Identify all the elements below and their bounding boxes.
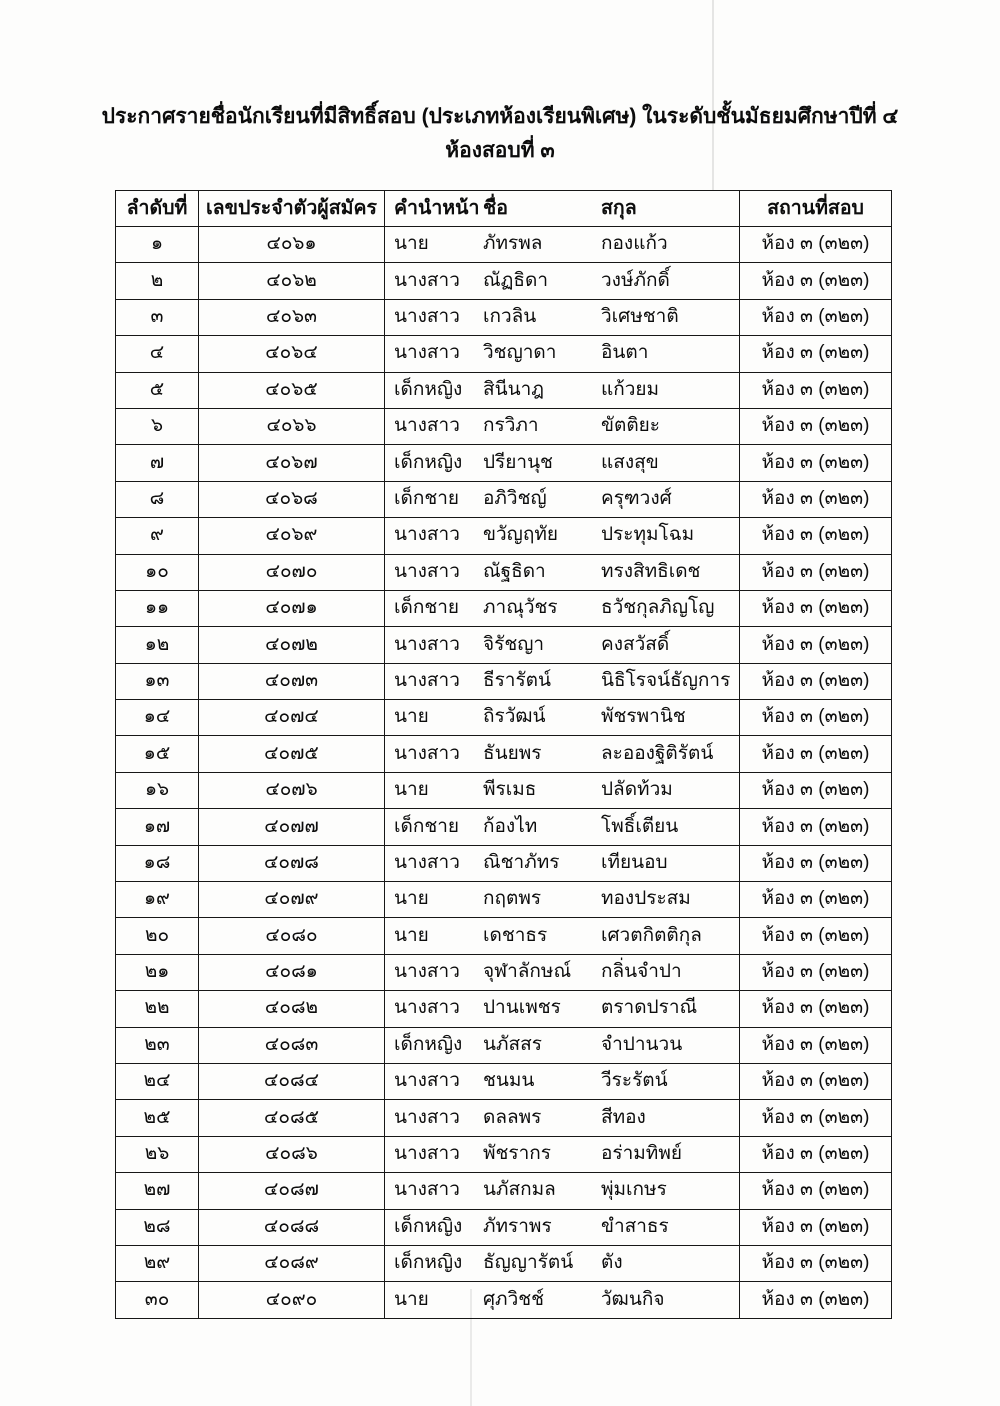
cell-exam-location: ห้อง ๓ (๓๒๓): [740, 590, 892, 626]
cell-exam-location: ห้อง ๓ (๓๒๓): [740, 1282, 892, 1318]
student-row: [116, 700, 892, 736]
cell-last-name: เศวตกิตติกุล: [601, 924, 702, 946]
cell-applicant-id: ๔๐๗๔: [199, 700, 385, 736]
cell-name-group: [385, 481, 740, 517]
cell-name-flex: [385, 744, 739, 765]
cell-name-flex: [385, 1071, 739, 1092]
cell-prefix: นาย: [394, 233, 429, 255]
cell-applicant-id: ๔๐๘๕: [199, 1100, 385, 1136]
cell-order: ๑๐: [116, 554, 199, 590]
cell-first-name: เดชาธร: [483, 924, 548, 946]
cell-exam-location: ห้อง ๓ (๓๒๓): [740, 736, 892, 772]
cell-name-group: [385, 663, 740, 699]
cell-last-name: เทียนอบ: [601, 851, 668, 873]
cell-prefix: นางสาว: [394, 1106, 460, 1128]
cell-exam-location: ห้อง ๓ (๓๒๓): [740, 845, 892, 881]
cell-prefix: นางสาว: [394, 269, 460, 291]
cell-last-name: วิเศษชาติ: [601, 306, 679, 328]
student-row: [116, 227, 892, 263]
cell-name-flex: [385, 271, 739, 292]
cell-first-name: ภัทราพร: [483, 1215, 552, 1237]
student-row: [116, 1063, 892, 1099]
cell-first-name: ดลลพร: [483, 1106, 542, 1128]
cell-prefix: เด็กหญิง: [394, 451, 463, 473]
cell-applicant-id: ๔๐๗๑: [199, 590, 385, 626]
cell-name-flex: [385, 1035, 739, 1056]
cell-exam-location: ห้อง ๓ (๓๒๓): [740, 518, 892, 554]
cell-prefix: นางสาว: [394, 415, 460, 437]
cell-prefix: เด็กชาย: [394, 815, 460, 837]
cell-name-group: [385, 918, 740, 954]
student-row: [116, 372, 892, 408]
cell-exam-location: ห้อง ๓ (๓๒๓): [740, 772, 892, 808]
cell-first-name: ก้องไท: [483, 815, 538, 837]
cell-applicant-id: ๔๐๖๕: [199, 372, 385, 408]
cell-exam-location: ห้อง ๓ (๓๒๓): [740, 227, 892, 263]
cell-prefix: นางสาว: [394, 1179, 460, 1201]
cell-exam-location: ห้อง ๓ (๓๒๓): [740, 1136, 892, 1172]
cell-name-flex: [385, 1108, 739, 1129]
cell-last-name: นิธิโรจน์ธัญการ: [601, 669, 731, 691]
cell-prefix: นางสาว: [394, 560, 460, 582]
cell-exam-location: ห้อง ๓ (๓๒๓): [740, 954, 892, 990]
cell-last-name: ตราดปราณี: [601, 997, 698, 1019]
cell-first-name: กฤตพร: [483, 888, 542, 910]
cell-name-flex: [385, 1290, 739, 1311]
cell-order: ๒๑: [116, 954, 199, 990]
student-row: [116, 481, 892, 517]
header-last-name: สกุล: [601, 196, 637, 219]
student-row: [116, 1282, 892, 1318]
cell-name-flex: [385, 489, 739, 510]
student-roster-table: [115, 190, 892, 1319]
cell-order: ๒๘: [116, 1209, 199, 1245]
cell-applicant-id: ๔๐๘๑: [199, 954, 385, 990]
cell-name-flex: [385, 853, 739, 874]
cell-first-name: ธีรารัตน์: [483, 669, 552, 691]
cell-exam-location: ห้อง ๓ (๓๒๓): [740, 1245, 892, 1281]
header-applicant-id: เลขประจำตัวผู้สมัคร: [199, 191, 385, 227]
cell-prefix: นางสาว: [394, 306, 460, 328]
cell-order: ๑๕: [116, 736, 199, 772]
cell-first-name: ขวัญฤทัย: [483, 524, 559, 546]
cell-applicant-id: ๔๐๗๖: [199, 772, 385, 808]
student-row: [116, 663, 892, 699]
student-row: [116, 882, 892, 918]
cell-exam-location: ห้อง ๓ (๓๒๓): [740, 299, 892, 335]
cell-prefix: เด็กหญิง: [394, 1252, 463, 1274]
header-prefix: คำนำหน้า: [394, 196, 480, 219]
cell-exam-location: ห้อง ๓ (๓๒๓): [740, 1100, 892, 1136]
student-row: [116, 336, 892, 372]
cell-prefix: เด็กชาย: [394, 487, 460, 509]
cell-name-group: [385, 845, 740, 881]
cell-order: ๑๒: [116, 627, 199, 663]
cell-applicant-id: ๔๐๖๘: [199, 481, 385, 517]
title-block: [0, 100, 1000, 168]
document-title: ประกาศรายชื่อนักเรียนที่มีสิทธิ์สอบ (ประเภทห้องเรียนพิเศษ) ในระดับชั้นมัธยมศึกษาปีที่ ๔: [101, 105, 899, 128]
cell-name-group: [385, 809, 740, 845]
cell-order: ๑๘: [116, 845, 199, 881]
cell-name-group: [385, 1209, 740, 1245]
cell-name-group: [385, 991, 740, 1027]
cell-last-name: ครุฑวงศ์: [601, 487, 672, 509]
cell-applicant-id: ๔๐๖๖: [199, 408, 385, 444]
cell-order: ๓: [116, 299, 199, 335]
document-subtitle: ห้องสอบที่ ๓: [445, 139, 555, 162]
cell-first-name: พัชรากร: [483, 1143, 552, 1165]
cell-last-name: ขำสาธร: [601, 1215, 669, 1237]
student-row: [116, 1173, 892, 1209]
cell-first-name: ศุภวิชช์: [483, 1288, 545, 1310]
student-row: [116, 1027, 892, 1063]
cell-applicant-id: ๔๐๖๑: [199, 227, 385, 263]
cell-applicant-id: ๔๐๗๓: [199, 663, 385, 699]
cell-order: ๒๗: [116, 1173, 199, 1209]
student-row: [116, 263, 892, 299]
cell-name-flex: [385, 1180, 739, 1201]
cell-prefix: นางสาว: [394, 633, 460, 655]
cell-last-name: ตัง: [601, 1252, 623, 1274]
cell-prefix: นางสาว: [394, 997, 460, 1019]
cell-exam-location: ห้อง ๓ (๓๒๓): [740, 372, 892, 408]
cell-name-flex: [385, 562, 739, 583]
student-row: [116, 518, 892, 554]
cell-exam-location: ห้อง ๓ (๓๒๓): [740, 408, 892, 444]
cell-exam-location: ห้อง ๓ (๓๒๓): [740, 1173, 892, 1209]
cell-first-name: ชนมน: [483, 1070, 535, 1092]
cell-exam-location: ห้อง ๓ (๓๒๓): [740, 991, 892, 1027]
cell-prefix: เด็กหญิง: [394, 378, 463, 400]
cell-prefix: นางสาว: [394, 669, 460, 691]
cell-first-name: ปรียานุช: [483, 451, 553, 473]
cell-order: ๓๐: [116, 1282, 199, 1318]
cell-applicant-id: ๔๐๘๗: [199, 1173, 385, 1209]
cell-name-group: [385, 1100, 740, 1136]
student-row: [116, 1100, 892, 1136]
header-first-name: ชื่อ: [483, 196, 508, 219]
cell-exam-location: ห้อง ๓ (๓๒๓): [740, 918, 892, 954]
cell-first-name: อภิวิชญ์: [483, 487, 547, 509]
cell-prefix: นางสาว: [394, 1143, 460, 1165]
cell-exam-location: ห้อง ๓ (๓๒๓): [740, 554, 892, 590]
cell-exam-location: ห้อง ๓ (๓๒๓): [740, 627, 892, 663]
student-row: [116, 772, 892, 808]
cell-prefix: นาย: [394, 888, 429, 910]
cell-order: ๗: [116, 445, 199, 481]
cell-name-group: [385, 1245, 740, 1281]
cell-name-flex: [385, 416, 739, 437]
cell-name-flex: [385, 889, 739, 910]
cell-last-name: ขัตติยะ: [601, 415, 661, 437]
cell-prefix: นาย: [394, 1288, 429, 1310]
cell-order: ๘: [116, 481, 199, 517]
cell-last-name: จำปานวน: [601, 1033, 683, 1055]
cell-name-group: [385, 336, 740, 372]
cell-name-flex: [385, 1253, 739, 1274]
cell-applicant-id: ๔๐๖๙: [199, 518, 385, 554]
cell-first-name: ณัฏธิดา: [483, 269, 548, 291]
cell-exam-location: ห้อง ๓ (๓๒๓): [740, 263, 892, 299]
cell-first-name: ภัทรพล: [483, 233, 543, 255]
cell-name-group: [385, 954, 740, 990]
student-row: [116, 627, 892, 663]
cell-name-flex: [385, 1144, 739, 1165]
cell-name-group: [385, 1282, 740, 1318]
cell-order: ๑๗: [116, 809, 199, 845]
student-row: [116, 1136, 892, 1172]
cell-exam-location: ห้อง ๓ (๓๒๓): [740, 700, 892, 736]
cell-exam-location: ห้อง ๓ (๓๒๓): [740, 882, 892, 918]
cell-order: ๑: [116, 227, 199, 263]
student-row: [116, 809, 892, 845]
cell-prefix: เด็กชาย: [394, 597, 460, 619]
student-row: [116, 991, 892, 1027]
student-row: [116, 1245, 892, 1281]
cell-last-name: วงษ์ภักดิ์: [601, 269, 670, 291]
student-table-body: [116, 227, 892, 1319]
cell-last-name: อร่ามทิพย์: [601, 1143, 682, 1165]
cell-order: ๒๔: [116, 1063, 199, 1099]
cell-name-group: [385, 408, 740, 444]
student-row: [116, 845, 892, 881]
header-name-flex: [385, 198, 739, 219]
cell-name-group: [385, 1136, 740, 1172]
cell-last-name: ประทุมโฉม: [601, 524, 695, 546]
student-row: [116, 445, 892, 481]
cell-first-name: ถิรวัฒน์: [483, 706, 546, 728]
cell-first-name: ธัญญารัตน์: [483, 1252, 574, 1274]
cell-order: ๒๖: [116, 1136, 199, 1172]
cell-applicant-id: ๔๐๘๖: [199, 1136, 385, 1172]
cell-applicant-id: ๔๐๖๓: [199, 299, 385, 335]
cell-last-name: วัฒนกิจ: [601, 1288, 665, 1310]
cell-first-name: นภัสสร: [483, 1033, 542, 1055]
cell-name-group: [385, 554, 740, 590]
cell-name-flex: [385, 671, 739, 692]
cell-last-name: แก้วยม: [601, 378, 660, 400]
cell-name-group: [385, 590, 740, 626]
cell-last-name: กลิ่นจำปา: [601, 961, 682, 983]
cell-applicant-id: ๔๐๘๐: [199, 918, 385, 954]
cell-last-name: โพธิ์เตียน: [601, 815, 679, 837]
student-row: [116, 954, 892, 990]
cell-prefix: นาย: [394, 924, 429, 946]
header-exam-location: สถานที่สอบ: [740, 191, 892, 227]
cell-name-group: [385, 445, 740, 481]
cell-last-name: วีระรัตน์: [601, 1070, 668, 1092]
cell-name-group: [385, 372, 740, 408]
cell-first-name: ณิชาภัทร: [483, 851, 560, 873]
student-row: [116, 554, 892, 590]
cell-first-name: จุฬาลักษณ์: [483, 961, 572, 983]
cell-order: ๒: [116, 263, 199, 299]
cell-name-group: [385, 518, 740, 554]
cell-applicant-id: ๔๐๙๐: [199, 1282, 385, 1318]
cell-name-group: [385, 772, 740, 808]
cell-applicant-id: ๔๐๘๔: [199, 1063, 385, 1099]
cell-last-name: พัชรพานิช: [601, 706, 686, 728]
cell-applicant-id: ๔๐๖๒: [199, 263, 385, 299]
cell-name-flex: [385, 343, 739, 364]
cell-order: ๒๒: [116, 991, 199, 1027]
student-row: [116, 1209, 892, 1245]
cell-name-flex: [385, 635, 739, 656]
cell-name-flex: [385, 598, 739, 619]
cell-order: ๒๕: [116, 1100, 199, 1136]
cell-name-flex: [385, 926, 739, 947]
cell-exam-location: ห้อง ๓ (๓๒๓): [740, 1209, 892, 1245]
cell-name-group: [385, 263, 740, 299]
cell-applicant-id: ๔๐๘๙: [199, 1245, 385, 1281]
cell-name-group: [385, 1173, 740, 1209]
cell-order: ๕: [116, 372, 199, 408]
cell-first-name: ธันยพร: [483, 742, 542, 764]
cell-order: ๒๐: [116, 918, 199, 954]
cell-order: ๑๔: [116, 700, 199, 736]
cell-exam-location: ห้อง ๓ (๓๒๓): [740, 445, 892, 481]
cell-exam-location: ห้อง ๓ (๓๒๓): [740, 809, 892, 845]
table-header-row: [116, 191, 892, 227]
cell-last-name: ทองประสม: [601, 888, 691, 910]
cell-exam-location: ห้อง ๓ (๓๒๓): [740, 336, 892, 372]
cell-order: ๑๙: [116, 882, 199, 918]
cell-last-name: ปลัดท้วม: [601, 779, 673, 801]
cell-name-group: [385, 736, 740, 772]
cell-prefix: นางสาว: [394, 851, 460, 873]
cell-last-name: แสงสุข: [601, 451, 659, 473]
cell-name-flex: [385, 817, 739, 838]
cell-last-name: ทรงสิทธิเดช: [601, 560, 701, 582]
cell-exam-location: ห้อง ๓ (๓๒๓): [740, 1027, 892, 1063]
cell-last-name: คงสวัสดิ์: [601, 633, 670, 655]
cell-first-name: จิรัชญา: [483, 633, 545, 655]
cell-order: ๑๖: [116, 772, 199, 808]
cell-last-name: ธวัชกุลภิญโญ: [601, 597, 715, 619]
cell-name-flex: [385, 707, 739, 728]
student-row: [116, 918, 892, 954]
header-name-group: [385, 191, 740, 227]
cell-last-name: สีทอง: [601, 1106, 646, 1128]
cell-name-flex: [385, 453, 739, 474]
cell-first-name: เกวลิน: [483, 306, 537, 328]
cell-prefix: นางสาว: [394, 342, 460, 364]
cell-name-group: [385, 700, 740, 736]
cell-name-group: [385, 1063, 740, 1099]
cell-exam-location: ห้อง ๓ (๓๒๓): [740, 481, 892, 517]
cell-name-group: [385, 882, 740, 918]
cell-applicant-id: ๔๐๖๗: [199, 445, 385, 481]
cell-name-group: [385, 227, 740, 263]
cell-name-flex: [385, 780, 739, 801]
cell-order: ๒๙: [116, 1245, 199, 1281]
header-order: ลำดับที่: [116, 191, 199, 227]
cell-name-flex: [385, 525, 739, 546]
cell-prefix: เด็กหญิง: [394, 1033, 463, 1055]
cell-name-flex: [385, 380, 739, 401]
cell-applicant-id: ๔๐๗๕: [199, 736, 385, 772]
cell-order: ๔: [116, 336, 199, 372]
cell-applicant-id: ๔๐๖๔: [199, 336, 385, 372]
cell-exam-location: ห้อง ๓ (๓๒๓): [740, 1063, 892, 1099]
student-row: [116, 590, 892, 626]
cell-first-name: นภัสกมล: [483, 1179, 556, 1201]
cell-first-name: พีรเมธ: [483, 779, 537, 801]
student-row: [116, 736, 892, 772]
cell-first-name: ปานเพชร: [483, 997, 561, 1019]
cell-order: ๙: [116, 518, 199, 554]
cell-name-flex: [385, 998, 739, 1019]
cell-order: ๑๑: [116, 590, 199, 626]
cell-first-name: ภาณุวัชร: [483, 597, 558, 619]
cell-first-name: สินีนาฎ: [483, 378, 544, 400]
student-row: [116, 408, 892, 444]
cell-applicant-id: ๔๐๘๓: [199, 1027, 385, 1063]
cell-prefix: นางสาว: [394, 961, 460, 983]
cell-applicant-id: ๔๐๘๒: [199, 991, 385, 1027]
cell-prefix: นาย: [394, 706, 429, 728]
cell-first-name: กรวิภา: [483, 415, 539, 437]
cell-name-flex: [385, 962, 739, 983]
cell-name-flex: [385, 307, 739, 328]
cell-name-group: [385, 1027, 740, 1063]
cell-prefix: นาย: [394, 779, 429, 801]
cell-last-name: ละอองฐิติรัตน์: [601, 742, 714, 764]
cell-first-name: วิชญาดา: [483, 342, 557, 364]
cell-last-name: กองแก้ว: [601, 233, 668, 255]
cell-prefix: นางสาว: [394, 1070, 460, 1092]
cell-prefix: นางสาว: [394, 742, 460, 764]
cell-applicant-id: ๔๐๗๙: [199, 882, 385, 918]
cell-applicant-id: ๔๐๘๘: [199, 1209, 385, 1245]
cell-order: ๒๓: [116, 1027, 199, 1063]
cell-applicant-id: ๔๐๗๗: [199, 809, 385, 845]
cell-order: ๑๓: [116, 663, 199, 699]
cell-exam-location: ห้อง ๓ (๓๒๓): [740, 663, 892, 699]
cell-last-name: อินตา: [601, 342, 649, 364]
cell-order: ๖: [116, 408, 199, 444]
cell-applicant-id: ๔๐๗๘: [199, 845, 385, 881]
cell-last-name: พุ่มเกษร: [601, 1179, 667, 1201]
student-row: [116, 299, 892, 335]
cell-first-name: ณัฐธิดา: [483, 560, 546, 582]
cell-prefix: เด็กหญิง: [394, 1215, 463, 1237]
cell-name-flex: [385, 234, 739, 255]
cell-applicant-id: ๔๐๗๒: [199, 627, 385, 663]
cell-prefix: นางสาว: [394, 524, 460, 546]
cell-name-group: [385, 299, 740, 335]
cell-name-flex: [385, 1217, 739, 1238]
cell-name-group: [385, 627, 740, 663]
cell-applicant-id: ๔๐๗๐: [199, 554, 385, 590]
